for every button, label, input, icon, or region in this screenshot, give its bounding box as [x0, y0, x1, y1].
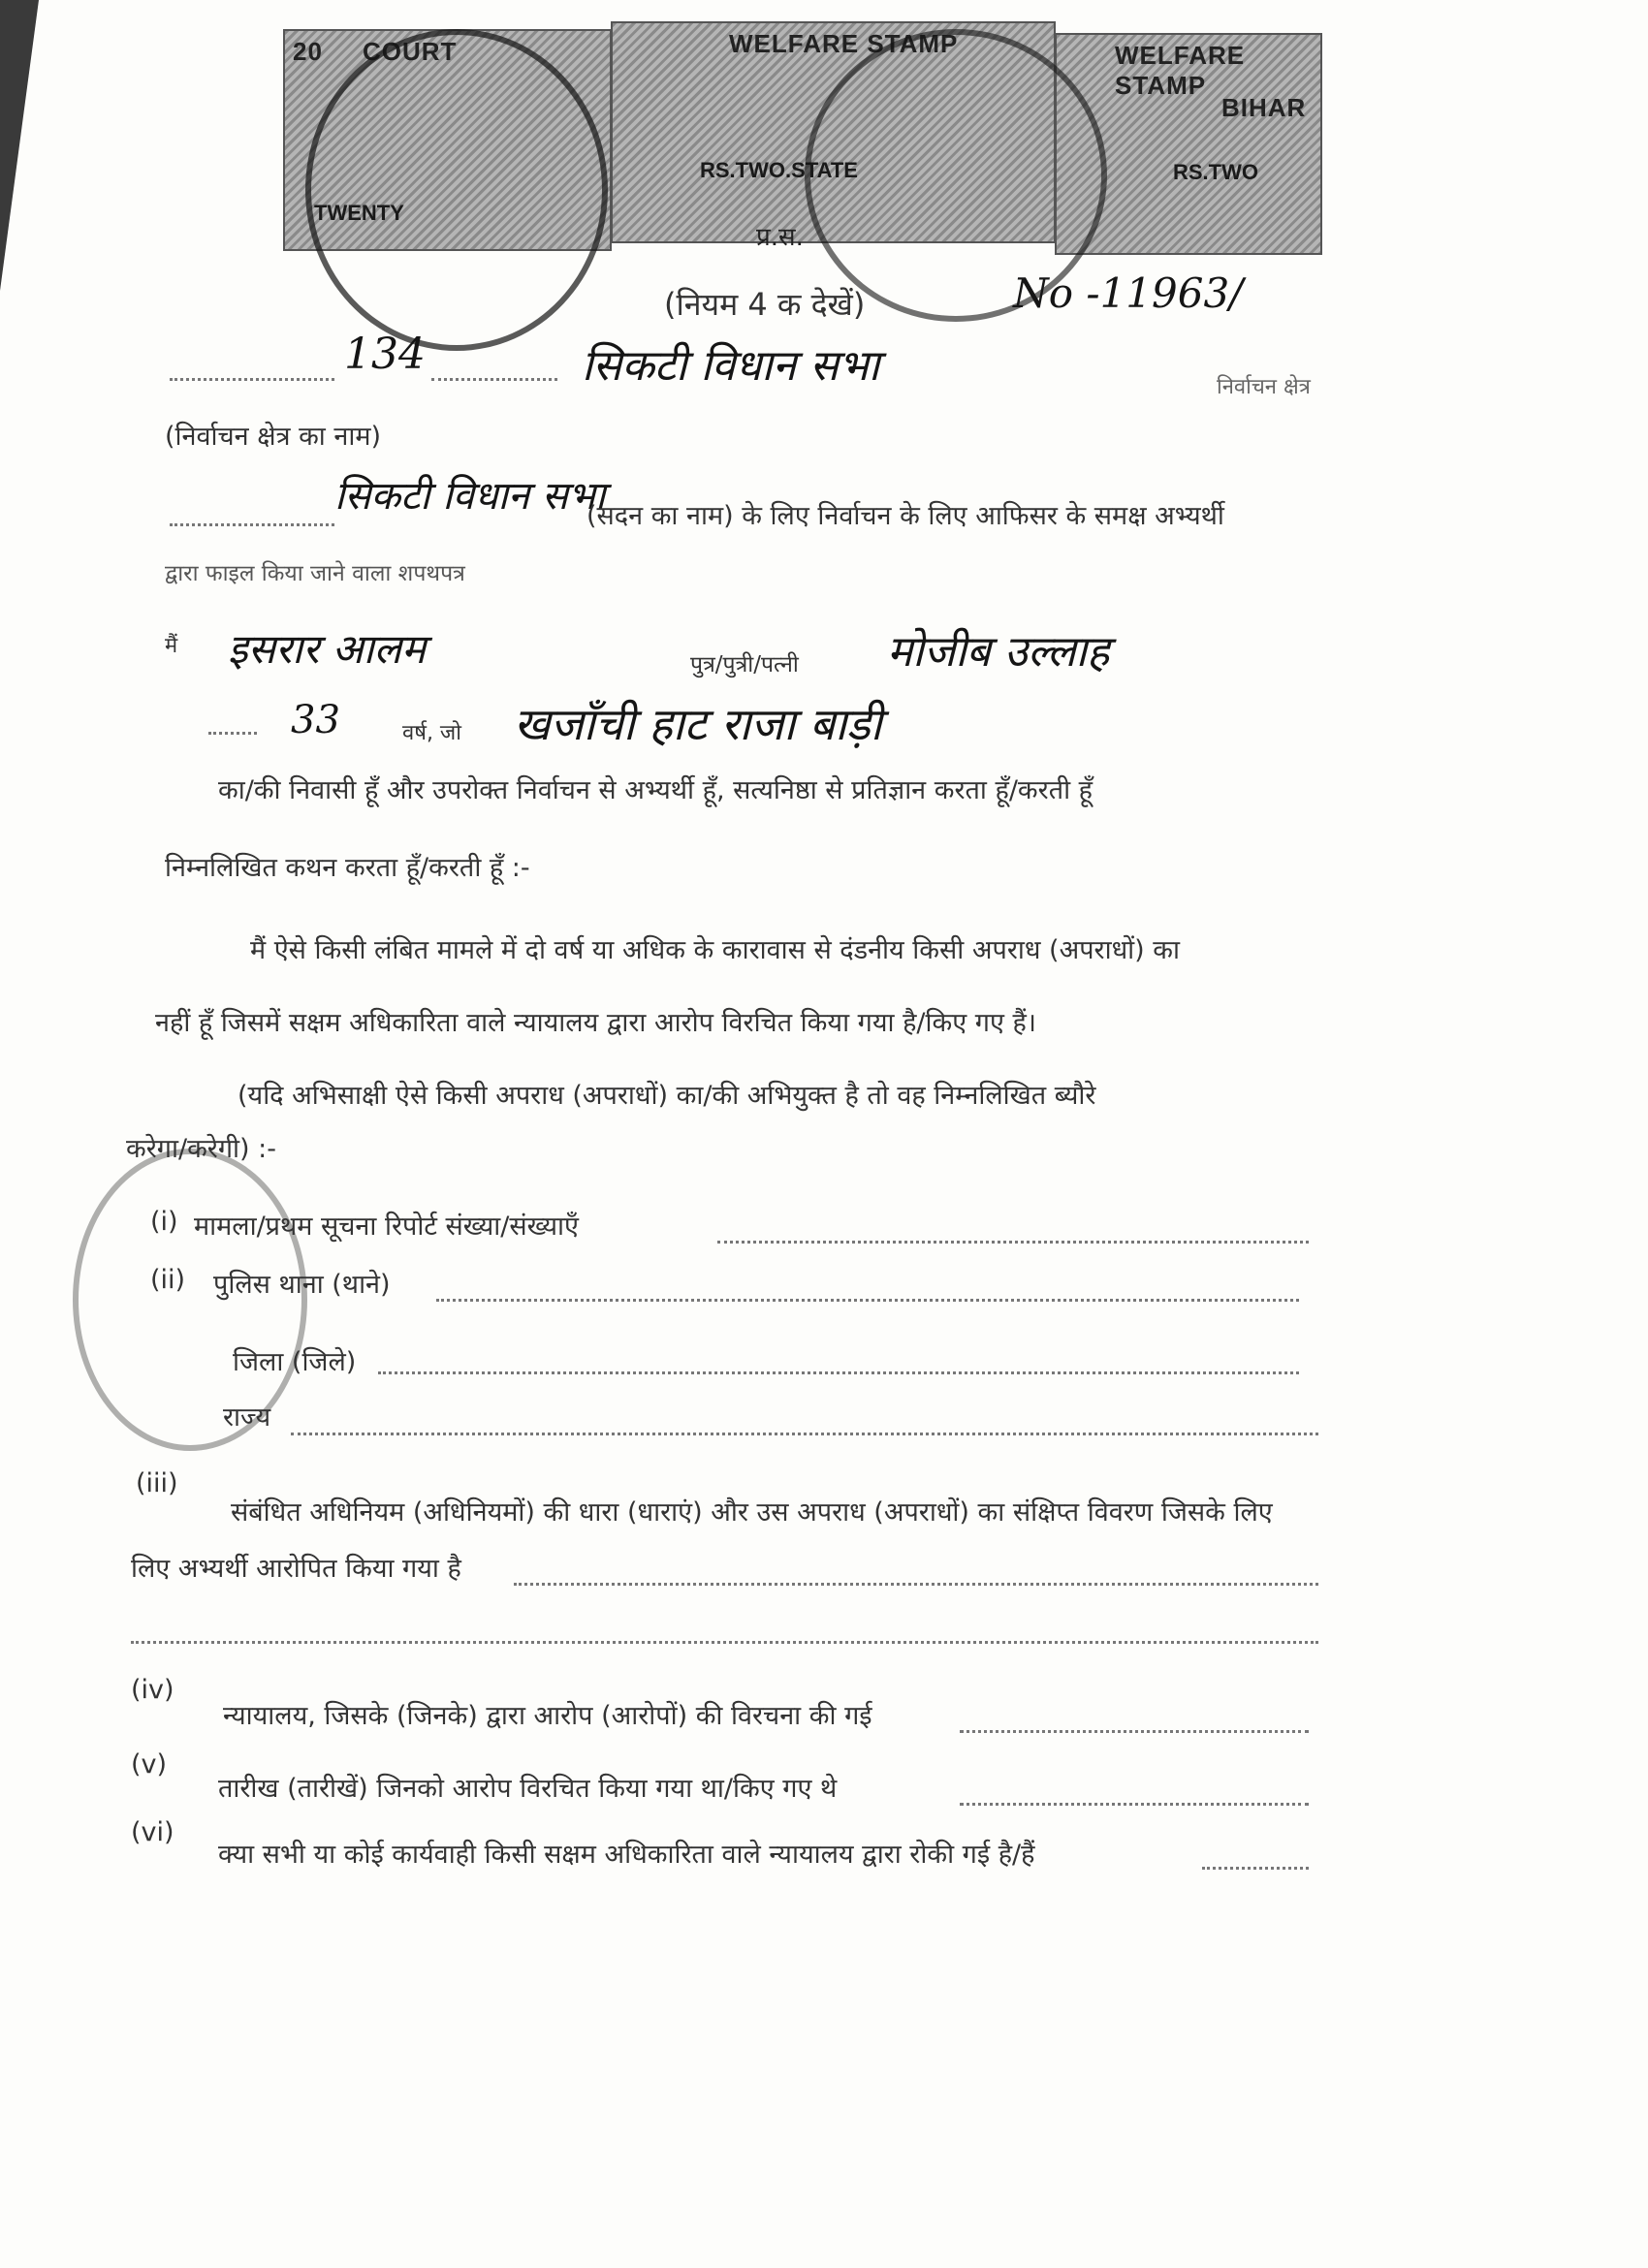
stamp-serial: प्र.स. [756, 223, 804, 252]
intro-line-1: (सदन का नाम) के लिए निर्वाचन के लिए आफिसर के समक्ष अभ्यर्थी [586, 501, 1224, 531]
item-ii-blank [436, 1299, 1299, 1302]
item-i-number: (i) [150, 1207, 178, 1237]
item-iii-blank-2 [131, 1641, 1318, 1644]
state-label: राज्य [223, 1402, 271, 1433]
district-blank [378, 1371, 1299, 1374]
item-ii-number: (ii) [150, 1265, 186, 1295]
item-i-label: मामला/प्रथम सूचना रिपोर्ट संख्या/संख्याएँ [194, 1212, 579, 1242]
item-vi-label: क्या सभी या कोई कार्यवाही किसी सक्षम अधिकारिता वाले न्यायालय द्वारा रोकी गई है/हैं [218, 1840, 1035, 1870]
constituency-suffix: निर्वाचन क्षेत्र [1217, 375, 1311, 399]
state-blank [291, 1433, 1318, 1435]
constituency-name: सिकटी विधान सभा [582, 341, 880, 391]
pending-case-para-1: मैं ऐसे किसी लंबित मामले में दो वर्ष या अधिक के कारावास से दंडनीय किसी अपराध (अपराधों) का [250, 935, 1181, 965]
item-v-label: तारीख (तारीखें) जिनको आरोप विरचित किया गया था/किए गए थे [218, 1774, 838, 1804]
item-vi-blank [1202, 1867, 1309, 1870]
dotted-line [170, 523, 334, 526]
dotted-line [431, 378, 557, 381]
statement-intro: निम्नलिखित कथन करता हूँ/करती हूँ :- [165, 853, 530, 883]
candidate-age: 33 [291, 698, 340, 742]
relation-label: पुत्र/पुत्री/पत्नी [690, 652, 799, 677]
welfare-stamp-1-label: WELFARE STAMP [729, 29, 959, 58]
item-iv-label: न्यायालय, जिसके (जिनके) द्वारा आरोप (आरोपों) की विरचना की गई [223, 1701, 872, 1731]
scan-edge-shadow [0, 0, 39, 291]
age-text: वर्ष, जो [402, 721, 461, 745]
item-iv-number: (iv) [131, 1675, 174, 1705]
pending-case-para-3: (यदि अभिसाक्षी ऐसे किसी अपराध (अपराधों) का/की अभियुक्त है तो वह निम्नलिखित ब्यौरे [238, 1081, 1096, 1111]
court-fee-value: 20 [293, 37, 323, 66]
father-name: मोजीब उल्लाह [887, 627, 1110, 677]
constituency-number: 134 [344, 330, 426, 379]
house-name: सिकटी विधान सभा [334, 474, 606, 519]
item-iii-number: (iii) [136, 1468, 178, 1498]
item-i-blank [717, 1241, 1309, 1244]
court-fee-label: COURT [363, 37, 458, 66]
rule-reference: (नियम 4 क देखें) [664, 286, 866, 323]
welfare-stamp-2-label: WELFARE STAMP [1115, 41, 1246, 100]
welfare-stamp-2-state: BIHAR [1221, 93, 1307, 122]
pending-case-para-2: नहीं हूँ जिसमें सक्षम अधिकारिता वाले न्यायालय द्वारा आरोप विरचित किया गया है/किए गए हैं। [155, 1008, 1037, 1038]
court-fee-sub: TWENTY [314, 201, 404, 225]
item-v-number: (v) [131, 1749, 168, 1780]
dotted-line [208, 732, 257, 735]
welfare-stamp-2-sub: RS.TWO [1173, 160, 1258, 184]
candidate-name: इसरार आलम [228, 625, 427, 673]
item-vi-number: (vi) [131, 1817, 174, 1847]
district-label: जिला (जिले) [233, 1347, 357, 1377]
intro-line-2: द्वारा फाइल किया जाने वाला शपथपत्र [165, 561, 465, 586]
item-v-blank [960, 1803, 1309, 1806]
candidate-address: खजाँची हाट राजा बाड़ी [514, 698, 882, 750]
item-iii-label-2: लिए अभ्यर्थी आरोपित किया गया है [131, 1554, 461, 1584]
dotted-line [170, 378, 334, 381]
welfare-stamp-1-sub: RS.TWO.STATE [700, 158, 858, 182]
item-ii-label: पुलिस थाना (थाने) [213, 1270, 391, 1300]
residence-line: का/की निवासी हूँ और उपरोक्त निर्वाचन से अभ्यर्थी हूँ, सत्यनिष्ठा से प्रतिज्ञान करता हूँ/करती हूँ [218, 775, 1093, 805]
candidate-prefix: मैं [165, 634, 178, 658]
item-iv-blank [960, 1730, 1309, 1733]
constituency-label: (निर्वाचन क्षेत्र का नाम) [165, 422, 382, 452]
pending-case-para-4: करेगा/करेगी) :- [126, 1134, 276, 1164]
item-iii-label: संबंधित अधिनियम (अधिनियमों) की धारा (धाराएं) और उस अपराध (अपराधों) का संक्षिप्त विवरण जिसके लिए [231, 1497, 1273, 1528]
handwritten-number: No -11963/ [1013, 269, 1244, 317]
circular-seal-top-left [305, 29, 608, 351]
item-iii-blank-1 [514, 1583, 1318, 1586]
